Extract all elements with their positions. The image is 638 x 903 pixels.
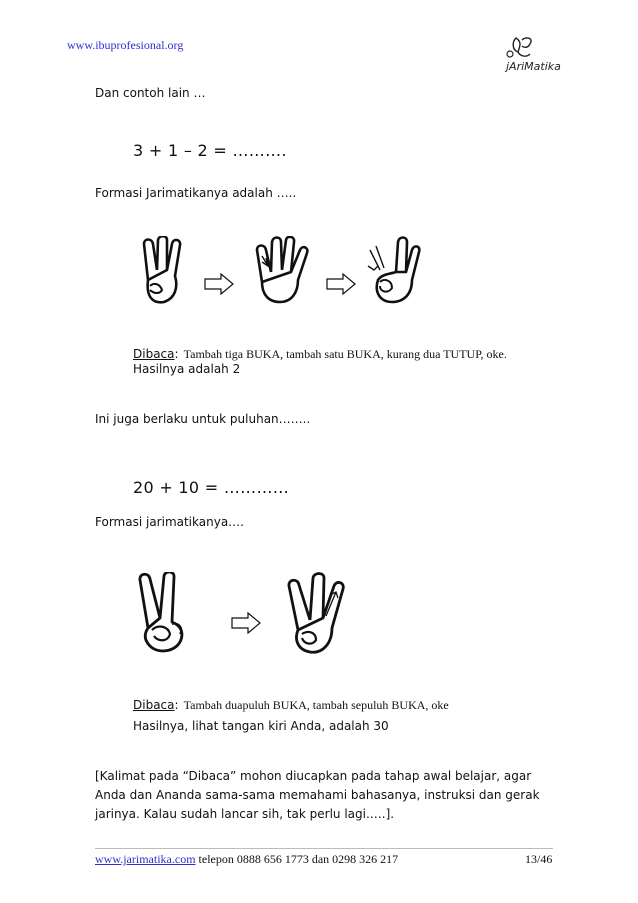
formasi-2: Formasi jarimatikanya….	[95, 515, 244, 529]
dibaca-2-line	[133, 694, 449, 713]
footer	[95, 852, 398, 867]
dibaca-2-text: Tambah duapuluh BUKA, tambah sepuluh BUKA, oke	[183, 698, 449, 712]
dibaca-2-label: Dibaca	[133, 698, 175, 712]
note-line-3: jarinya. Kalau sudah lancar sih, tak perlu lagi.….].	[95, 807, 395, 821]
page-number: 13/46	[525, 852, 553, 866]
footer-divider	[95, 848, 553, 849]
dibaca-1-colon: :	[174, 347, 179, 361]
dibaca-2-colon: :	[174, 698, 179, 712]
hand-two-closing-icon	[366, 236, 422, 306]
equation-1: 3 + 1 – 2 = ……….	[133, 141, 287, 160]
hasil-1: Hasilnya adalah 2	[133, 362, 241, 376]
footer-link[interactable]: www.jarimatika.com	[95, 852, 196, 866]
arrow-right-icon	[204, 273, 234, 295]
logo-text: jAriMatika	[506, 60, 561, 73]
arrow-right-icon	[231, 612, 261, 634]
equation-2: 20 + 10 = …………	[133, 478, 290, 497]
note-line-2: Anda dan Ananda sama-sama memahami bahasanya, instruksi dan gerak	[95, 788, 540, 802]
hand-three-open-icon	[138, 236, 190, 306]
hand-four-open-icon	[254, 236, 314, 306]
hand-three-spread-icon	[286, 572, 352, 658]
intro-text: Dan contoh lain …	[95, 86, 206, 100]
footer-contact: telepon 0888 656 1773 dan 0298 326 217	[195, 852, 399, 866]
hasil-2: Hasilnya, lihat tangan kiri Anda, adalah 30	[133, 719, 389, 733]
header-site-link[interactable]: www.ibuprofesional.org	[67, 38, 184, 52]
hand-two-folded-icon	[136, 572, 198, 656]
formasi-1: Formasi Jarimatikanya adalah …..	[95, 186, 297, 200]
note-block	[95, 767, 540, 824]
dibaca-1-line	[133, 343, 507, 362]
puluhan-text: Ini juga berlaku untuk puluhan……..	[95, 412, 311, 426]
note-line-1: [Kalimat pada “Dibaca” mohon diucapkan pada tahap awal belajar, agar	[95, 769, 532, 783]
dibaca-1-label: Dibaca	[133, 347, 175, 361]
dibaca-1-text: Tambah tiga BUKA, tambah satu BUKA, kurang dua TUTUP, oke.	[183, 347, 507, 361]
jarimatika-logo	[490, 32, 570, 76]
arrow-right-icon	[326, 273, 356, 295]
